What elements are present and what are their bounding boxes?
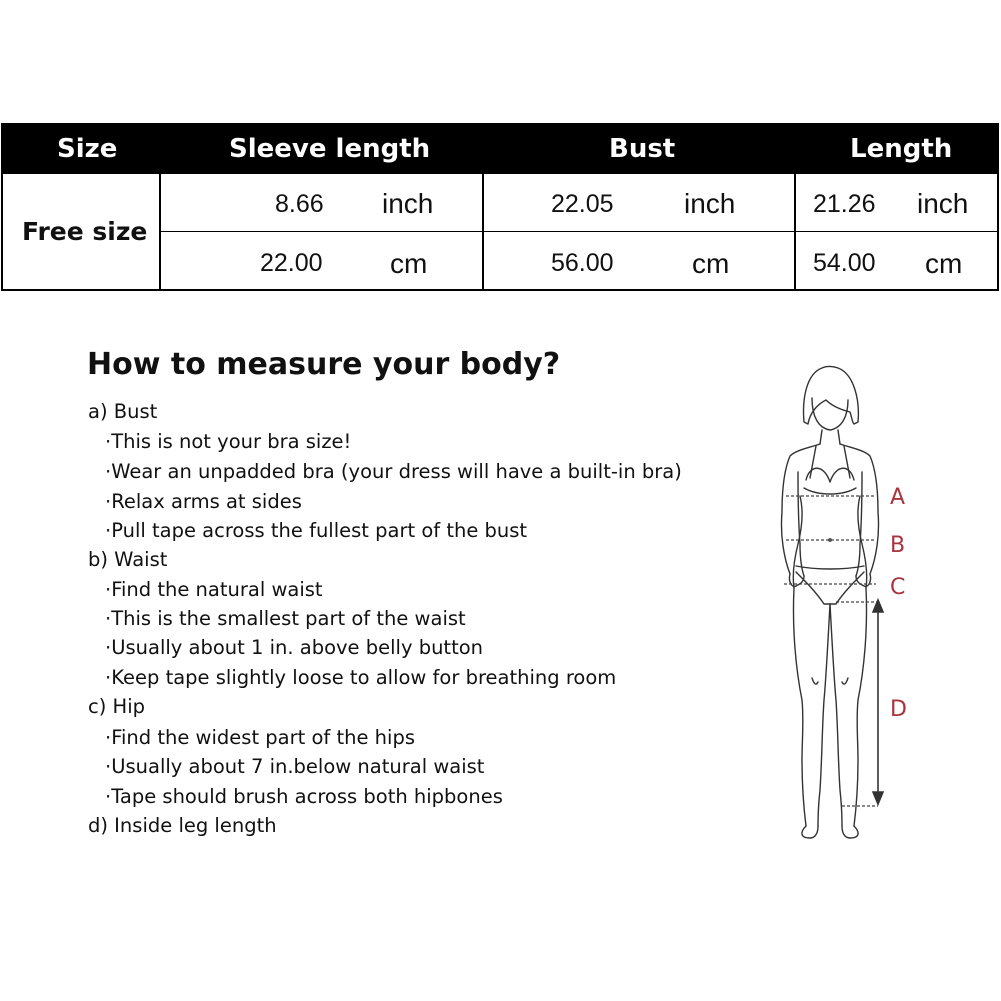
guide-tip: ·Relax arms at sides <box>105 490 302 513</box>
bust-cm-value: 56.00 <box>551 249 614 277</box>
sleeve-inch-value: 8.66 <box>275 190 324 218</box>
header-sleeve-length: Sleeve length <box>229 134 431 164</box>
length-inch-unit: inch <box>917 188 969 219</box>
guide-tip: ·Wear an unpadded bra (your dress will have a built-in bra) <box>105 460 682 483</box>
guide-section-hip: c) Hip <box>88 695 145 718</box>
header-bust: Bust <box>609 134 676 164</box>
guide-tip: ·Usually about 1 in. above belly button <box>105 636 484 659</box>
bust-cm-unit: cm <box>692 248 730 279</box>
figure-label-c: C <box>890 575 906 600</box>
body-measurement-figure <box>760 360 930 850</box>
guide-tip: ·Tape should brush across both hipbones <box>105 785 503 808</box>
guide-tip: ·This is not your bra size! <box>105 430 352 453</box>
guide-section-inside-leg: d) Inside leg length <box>88 814 277 837</box>
sleeve-inch-unit: inch <box>382 188 434 219</box>
guide-section-bust: a) Bust <box>88 400 158 423</box>
guide-section-waist: b) Waist <box>88 548 168 571</box>
guide-title: How to measure your body? <box>87 347 561 382</box>
header-length: Length <box>850 134 953 164</box>
length-cm-value: 54.00 <box>813 249 876 277</box>
guide-tip: ·Pull tape across the fullest part of the bust <box>105 519 528 542</box>
figure-label-d: D <box>890 697 907 722</box>
guide-tip: ·Usually about 7 in.below natural waist <box>105 755 485 778</box>
guide-tip: ·This is the smallest part of the waist <box>105 607 466 630</box>
size-table <box>1 123 999 291</box>
length-inch-value: 21.26 <box>813 190 876 218</box>
bust-inch-unit: inch <box>684 188 736 219</box>
sleeve-cm-value: 22.00 <box>260 249 323 277</box>
figure-label-a: A <box>890 485 906 510</box>
table-header-row <box>3 125 997 174</box>
figure-label-b: B <box>890 533 906 558</box>
row-divider <box>161 231 997 232</box>
header-size: Size <box>57 134 118 164</box>
row-label-free-size: Free size <box>22 217 148 246</box>
guide-tip: ·Find the natural waist <box>105 578 323 601</box>
sleeve-cm-unit: cm <box>390 248 428 279</box>
guide-tip: ·Find the widest part of the hips <box>105 726 415 749</box>
length-cm-unit: cm <box>925 248 963 279</box>
bust-inch-value: 22.05 <box>551 190 614 218</box>
guide-tip: ·Keep tape slightly loose to allow for breathing room <box>105 666 617 689</box>
